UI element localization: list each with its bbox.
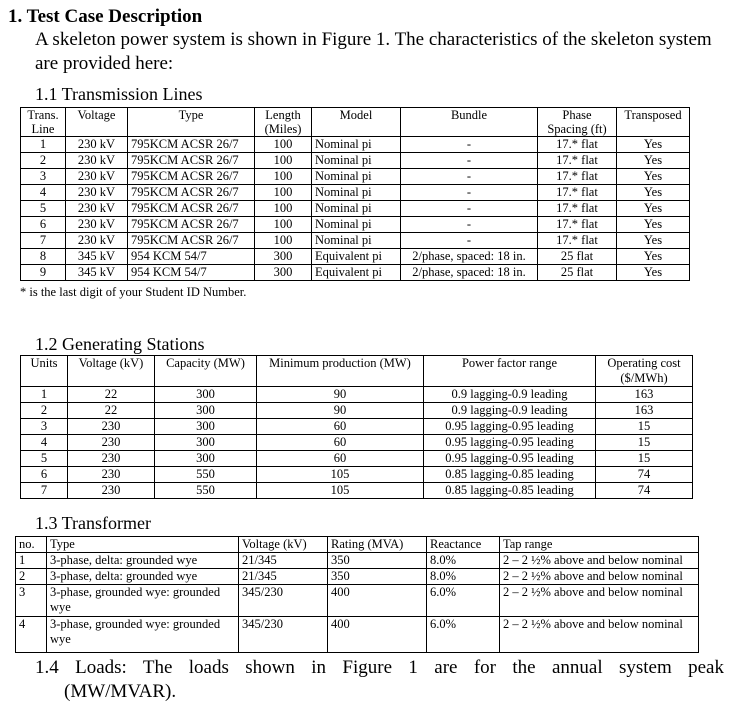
table-cell: 345 kV xyxy=(66,249,128,265)
table-cell: 8 xyxy=(21,249,66,265)
table-cell: 300 xyxy=(255,249,312,265)
col-rating: Rating (MVA) xyxy=(328,537,427,553)
table-cell: - xyxy=(401,217,538,233)
table-cell: 300 xyxy=(155,435,257,451)
loads-line-2: (MW/MVAR). xyxy=(64,681,177,702)
table-cell: 6.0% xyxy=(427,585,500,617)
table-cell: Nominal pi xyxy=(312,217,401,233)
table-cell: 3-phase, delta: grounded wye xyxy=(47,553,239,569)
col-transposed: Transposed xyxy=(617,108,690,137)
table-cell: Nominal pi xyxy=(312,169,401,185)
table-cell: 300 xyxy=(155,387,257,403)
table-cell: - xyxy=(401,201,538,217)
table-cell: Yes xyxy=(617,169,690,185)
table-cell: 400 xyxy=(328,585,427,617)
table-cell: 3-phase, grounded wye: grounded wye xyxy=(47,585,239,617)
table-cell: 6.0% xyxy=(427,617,500,653)
table-cell: 21/345 xyxy=(239,553,328,569)
xfmr-title: 1.3 Transformer xyxy=(35,513,151,533)
table-row xyxy=(21,233,690,249)
table-cell: Yes xyxy=(617,185,690,201)
col-bundle: Bundle xyxy=(401,108,538,137)
table-cell: 105 xyxy=(257,467,424,483)
table-cell: 4 xyxy=(21,185,66,201)
table-cell: 17.* flat xyxy=(538,233,617,249)
table-row xyxy=(16,569,699,585)
col-operating-cost: Operating cost ($/MWh) xyxy=(596,356,693,387)
table-cell: 0.95 lagging-0.95 leading xyxy=(424,451,596,467)
col-capacity: Capacity (MW) xyxy=(155,356,257,387)
gen-table xyxy=(20,355,693,499)
table-cell: 2/phase, spaced: 18 in. xyxy=(401,265,538,281)
table-cell: - xyxy=(401,153,538,169)
col-xfmr-voltage: Voltage (kV) xyxy=(239,537,328,553)
table-cell: 4 xyxy=(16,617,47,653)
xfmr-table xyxy=(15,536,699,653)
table-cell: 100 xyxy=(255,233,312,249)
table-cell: 400 xyxy=(328,617,427,653)
loads-paragraph xyxy=(35,656,724,704)
table-cell: 60 xyxy=(257,435,424,451)
table-cell: 100 xyxy=(255,217,312,233)
table-row xyxy=(21,153,690,169)
table-cell: 230 kV xyxy=(66,169,128,185)
table-cell: 163 xyxy=(596,387,693,403)
table-cell: 22 xyxy=(68,403,155,419)
table-cell: 345 kV xyxy=(66,265,128,281)
table-cell: 60 xyxy=(257,419,424,435)
table-cell: 795KCM ACSR 26/7 xyxy=(128,201,255,217)
col-length: Length (Miles) xyxy=(255,108,312,137)
table-cell: 0.9 lagging-0.9 leading xyxy=(424,403,596,419)
table-cell: Yes xyxy=(617,249,690,265)
table-cell: 74 xyxy=(596,467,693,483)
table-cell: 345/230 xyxy=(239,617,328,653)
table-row xyxy=(21,419,693,435)
table-cell: 17.* flat xyxy=(538,217,617,233)
section-heading: 1. Test Case Description xyxy=(8,6,203,27)
table-cell: 3-phase, delta: grounded wye xyxy=(47,569,239,585)
table-cell: 954 KCM 54/7 xyxy=(128,265,255,281)
table-cell: 105 xyxy=(257,483,424,499)
table-cell: 6 xyxy=(21,217,66,233)
table-cell: 230 xyxy=(68,435,155,451)
table-cell: 2 – 2 ½% above and below nominal xyxy=(500,569,699,585)
table-cell: 350 xyxy=(328,569,427,585)
table-row xyxy=(21,137,690,153)
table-cell: 345/230 xyxy=(239,585,328,617)
table-cell: 1 xyxy=(21,387,68,403)
table-cell: 230 xyxy=(68,451,155,467)
col-model: Model xyxy=(312,108,401,137)
table-cell: 3 xyxy=(21,169,66,185)
table-cell: 2 xyxy=(21,153,66,169)
table-row xyxy=(21,185,690,201)
col-tap-range: Tap range xyxy=(500,537,699,553)
table-cell: 22 xyxy=(68,387,155,403)
table-cell: 17.* flat xyxy=(538,137,617,153)
table-cell: 300 xyxy=(155,403,257,419)
table-cell: 230 xyxy=(68,467,155,483)
table-row xyxy=(21,265,690,281)
table-cell: 7 xyxy=(21,233,66,249)
loads-line-1: 1.4 Loads: The loads shown in Figure 1 are for the annual system peak xyxy=(35,657,724,678)
col-reactance: Reactance xyxy=(427,537,500,553)
table-cell: 15 xyxy=(596,435,693,451)
table-cell: 9 xyxy=(21,265,66,281)
table-cell: 230 kV xyxy=(66,217,128,233)
table-cell: Yes xyxy=(617,217,690,233)
table-cell: 795KCM ACSR 26/7 xyxy=(128,169,255,185)
table-cell: Yes xyxy=(617,265,690,281)
table-cell: 1 xyxy=(16,553,47,569)
table-cell: 8.0% xyxy=(427,553,500,569)
table-cell: 230 kV xyxy=(66,137,128,153)
gen-title: 1.2 Generating Stations xyxy=(35,334,205,354)
table-cell: 2 – 2 ½% above and below nominal xyxy=(500,553,699,569)
table-cell: 100 xyxy=(255,201,312,217)
table-cell: 25 flat xyxy=(538,265,617,281)
table-cell: 954 KCM 54/7 xyxy=(128,249,255,265)
table-cell: 3-phase, grounded wye: grounded wye xyxy=(47,617,239,653)
table-row xyxy=(21,435,693,451)
col-power-factor: Power factor range xyxy=(424,356,596,387)
table-cell: 350 xyxy=(328,553,427,569)
table-cell: 0.95 lagging-0.95 leading xyxy=(424,419,596,435)
table-cell: 550 xyxy=(155,483,257,499)
table-cell: 17.* flat xyxy=(538,185,617,201)
table-cell: Yes xyxy=(617,233,690,249)
table-row xyxy=(21,217,690,233)
table-cell: 100 xyxy=(255,169,312,185)
col-voltage: Voltage xyxy=(66,108,128,137)
table-cell: 230 kV xyxy=(66,201,128,217)
lines-title: 1.1 Transmission Lines xyxy=(35,84,203,104)
lines-table xyxy=(20,107,690,281)
table-cell: 230 kV xyxy=(66,153,128,169)
table-cell: 2 – 2 ½% above and below nominal xyxy=(500,585,699,617)
table-cell: 550 xyxy=(155,467,257,483)
table-cell: - xyxy=(401,233,538,249)
table-cell: 17.* flat xyxy=(538,169,617,185)
table-row xyxy=(21,249,690,265)
table-cell: - xyxy=(401,137,538,153)
lines-note: * is the last digit of your Student ID Number. xyxy=(20,285,247,299)
table-row xyxy=(21,483,693,499)
col-phase-spacing: Phase Spacing (ft) xyxy=(538,108,617,137)
table-cell: 8.0% xyxy=(427,569,500,585)
table-row xyxy=(21,467,693,483)
table-cell: Equivalent pi xyxy=(312,265,401,281)
intro-paragraph: A skeleton power system is shown in Figure 1. The characteristics of the skeleton system are provided here: xyxy=(35,29,712,74)
col-min-production: Minimum production (MW) xyxy=(257,356,424,387)
table-row xyxy=(21,451,693,467)
table-cell: 5 xyxy=(21,201,66,217)
table-cell: 6 xyxy=(21,467,68,483)
table-cell: 0.85 lagging-0.85 leading xyxy=(424,483,596,499)
table-cell: 2/phase, spaced: 18 in. xyxy=(401,249,538,265)
table-cell: 15 xyxy=(596,451,693,467)
col-type: Type xyxy=(128,108,255,137)
table-cell: 60 xyxy=(257,451,424,467)
table-cell: Nominal pi xyxy=(312,233,401,249)
table-cell: 795KCM ACSR 26/7 xyxy=(128,185,255,201)
table-cell: 230 kV xyxy=(66,233,128,249)
table-cell: 90 xyxy=(257,403,424,419)
table-cell: 21/345 xyxy=(239,569,328,585)
table-cell: 300 xyxy=(155,419,257,435)
table-cell: 3 xyxy=(16,585,47,617)
table-cell: Yes xyxy=(617,137,690,153)
table-cell: 15 xyxy=(596,419,693,435)
table-cell: Yes xyxy=(617,201,690,217)
table-cell: 3 xyxy=(21,419,68,435)
table-cell: 2 – 2 ½% above and below nominal xyxy=(500,617,699,653)
table-cell: 100 xyxy=(255,185,312,201)
table-cell: 0.9 lagging-0.9 leading xyxy=(424,387,596,403)
table-row xyxy=(21,201,690,217)
table-cell: Yes xyxy=(617,153,690,169)
table-cell: 100 xyxy=(255,153,312,169)
col-units: Units xyxy=(21,356,68,387)
table-cell: 7 xyxy=(21,483,68,499)
table-cell: 100 xyxy=(255,137,312,153)
col-trans-line: Trans. Line xyxy=(21,108,66,137)
table-row xyxy=(21,387,693,403)
table-cell: 163 xyxy=(596,403,693,419)
table-cell: 1 xyxy=(21,137,66,153)
col-gen-voltage: Voltage (kV) xyxy=(68,356,155,387)
table-cell: 795KCM ACSR 26/7 xyxy=(128,137,255,153)
table-cell: 5 xyxy=(21,451,68,467)
table-cell: 17.* flat xyxy=(538,153,617,169)
table-cell: 0.85 lagging-0.85 leading xyxy=(424,467,596,483)
table-cell: 795KCM ACSR 26/7 xyxy=(128,233,255,249)
table-row xyxy=(16,553,699,569)
table-cell: - xyxy=(401,185,538,201)
col-xfmr-type: Type xyxy=(47,537,239,553)
table-cell: Equivalent pi xyxy=(312,249,401,265)
table-cell: - xyxy=(401,169,538,185)
table-cell: 4 xyxy=(21,435,68,451)
table-cell: 795KCM ACSR 26/7 xyxy=(128,153,255,169)
table-cell: 17.* flat xyxy=(538,201,617,217)
table-cell: 230 xyxy=(68,483,155,499)
table-row xyxy=(21,403,693,419)
table-row xyxy=(16,585,699,617)
table-cell: 230 kV xyxy=(66,185,128,201)
table-cell: 2 xyxy=(16,569,47,585)
table-cell: 300 xyxy=(255,265,312,281)
table-cell: 2 xyxy=(21,403,68,419)
table-cell: 74 xyxy=(596,483,693,499)
table-cell: Nominal pi xyxy=(312,153,401,169)
table-cell: Nominal pi xyxy=(312,137,401,153)
table-cell: 795KCM ACSR 26/7 xyxy=(128,217,255,233)
table-cell: Nominal pi xyxy=(312,201,401,217)
col-no: no. xyxy=(16,537,47,553)
table-cell: Nominal pi xyxy=(312,185,401,201)
table-cell: 25 flat xyxy=(538,249,617,265)
table-cell: 230 xyxy=(68,419,155,435)
table-row xyxy=(21,169,690,185)
table-cell: 0.95 lagging-0.95 leading xyxy=(424,435,596,451)
table-row xyxy=(16,617,699,653)
table-cell: 90 xyxy=(257,387,424,403)
table-cell: 300 xyxy=(155,451,257,467)
